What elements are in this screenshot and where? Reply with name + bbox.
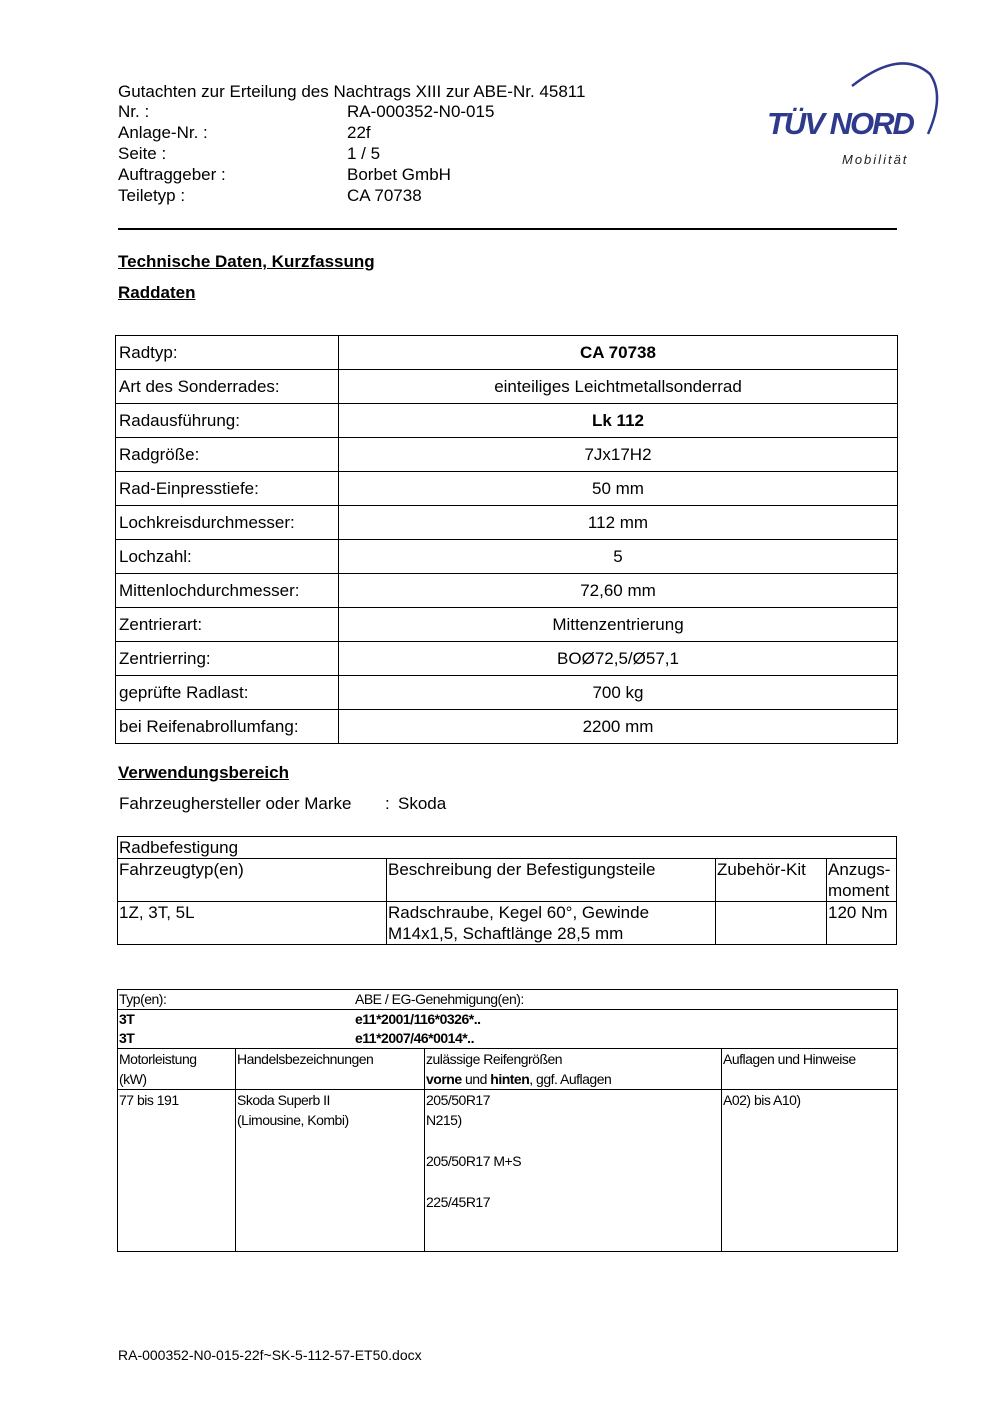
field-label-seite: Seite : (118, 144, 167, 163)
field-label-auftraggeber: Auftraggeber : (118, 165, 226, 184)
reifen-spacer-2 (426, 1171, 720, 1192)
raddaten-row (116, 540, 898, 574)
raddaten-row (116, 370, 898, 404)
raddaten-row (116, 676, 898, 710)
raddaten-label: geprüfte Radlast: (116, 676, 339, 710)
header-handelsbezeichnungen: Handelsbezeichnungen (236, 1049, 425, 1090)
field-value-teiletyp: CA 70738 (347, 186, 422, 205)
section-verwendungsbereich: Verwendungsbereich (118, 763, 289, 782)
header-reifengroessen (425, 1049, 722, 1090)
typ-row-2 (119, 1029, 896, 1048)
row-beschreibung (387, 902, 716, 945)
reifen-size-1: 205/50R17 (426, 1092, 491, 1108)
field-label-nr: Nr. : (118, 102, 150, 121)
header-anzugsmoment-1: Anzugs- (828, 860, 891, 879)
header-anzugsmoment (827, 859, 897, 902)
raddaten-row (116, 336, 898, 370)
radbefestigung-title: Radbefestigung (118, 837, 897, 859)
reifen-spacer-1 (426, 1130, 720, 1151)
raddaten-label: Zentrierart: (116, 608, 339, 642)
section-technische-daten: Technische Daten, Kurzfassung (118, 252, 375, 271)
raddaten-value: 72,60 mm (339, 574, 898, 608)
header-anzugsmoment-2: moment (828, 881, 890, 900)
verwendung-separator: : (385, 794, 390, 813)
typ-label-row (118, 990, 898, 1010)
raddaten-label: Art des Sonderrades: (116, 370, 339, 404)
header-reifen-vorne: vorne (426, 1071, 462, 1087)
field-value-seite: 1 / 5 (347, 144, 381, 163)
raddaten-value: 50 mm (339, 472, 898, 506)
data-handelsbezeichnungen (236, 1090, 425, 1252)
header-reifen-und: und (461, 1071, 491, 1087)
raddaten-value: CA 70738 (339, 336, 898, 370)
abe-value-2: e11*2007/46*0014*.. (355, 1030, 474, 1046)
raddaten-label: Radausführung: (116, 404, 339, 438)
header-reifen-1: zulässige Reifengrößen (426, 1051, 563, 1067)
header-motorleistung-1: Motorleistung (119, 1051, 197, 1067)
label-abe: ABE / EG-Genehmigung(en): (355, 991, 524, 1007)
raddaten-value: Mittenzentrierung (339, 608, 898, 642)
footer-filename: RA-000352-N0-015-22f~SK-5-112-57-ET50.docx (118, 1347, 422, 1363)
raddaten-value: einteiliges Leichtmetallsonderrad (339, 370, 898, 404)
data-handel-2: (Limousine, Kombi) (237, 1112, 349, 1128)
raddaten-row (116, 710, 898, 744)
verwendung-label: Fahrzeughersteller oder Marke (119, 794, 352, 813)
header-fahrzeugtyp: Fahrzeugtyp(en) (118, 859, 387, 902)
header-motorleistung (118, 1049, 236, 1090)
raddaten-label: Rad-Einpresstiefe: (116, 472, 339, 506)
header-beschreibung: Beschreibung der Befestigungsteile (387, 859, 716, 902)
data-reifengroessen (425, 1090, 722, 1252)
data-motorleistung: 77 bis 191 (118, 1090, 236, 1252)
header-motorleistung-2: (kW) (119, 1071, 147, 1087)
field-label-anlage: Anlage-Nr. : (118, 123, 208, 142)
reifen-size-3: 225/45R17 (426, 1194, 491, 1210)
logo-subtitle: Mobilität (842, 152, 909, 167)
raddaten-label: Zentrierring: (116, 642, 339, 676)
tuev-nord-logo (760, 56, 945, 176)
logo-wordmark: TÜV NORD (767, 106, 913, 141)
raddaten-row (116, 506, 898, 540)
typ-values-row (118, 1010, 898, 1049)
raddaten-row (116, 404, 898, 438)
raddaten-table (115, 335, 898, 744)
raddaten-row (116, 438, 898, 472)
row-beschreibung-2: M14x1,5, Schaftlänge 28,5 mm (388, 924, 624, 943)
data-handel-1: Skoda Superb II (237, 1092, 330, 1108)
field-value-anlage: 22f (347, 123, 371, 142)
row-beschreibung-1: Radschraube, Kegel 60°, Gewinde (388, 903, 650, 922)
document-title: Gutachten zur Erteilung des Nachtrags XIII zur ABE-Nr. 45811 (118, 82, 586, 101)
reifen-size-2: 205/50R17 M+S (426, 1153, 522, 1169)
verwendung-value: Skoda (398, 794, 447, 813)
raddaten-value: 7Jx17H2 (339, 438, 898, 472)
header-divider (118, 228, 897, 230)
section-raddaten: Raddaten (118, 283, 196, 302)
raddaten-label: Radgröße: (116, 438, 339, 472)
raddaten-label: Lochzahl: (116, 540, 339, 574)
header-reifen-hinten: hinten (490, 1071, 530, 1087)
header-zubehoer-kit: Zubehör-Kit (716, 859, 827, 902)
data-auflagen: A02) bis A10) (722, 1090, 898, 1252)
raddaten-row (116, 574, 898, 608)
label-typen: Typ(en): (119, 991, 167, 1007)
typ-row-1 (119, 1010, 896, 1029)
raddaten-value: 2200 mm (339, 710, 898, 744)
raddaten-label: Radtyp: (116, 336, 339, 370)
header-reifen-2 (426, 1069, 720, 1089)
raddaten-row (116, 472, 898, 506)
row-fahrzeugtyp: 1Z, 3T, 5L (118, 902, 387, 945)
raddaten-value: BOØ72,5/Ø57,1 (339, 642, 898, 676)
field-value-nr: RA-000352-N0-015 (347, 102, 495, 121)
raddaten-row (116, 608, 898, 642)
header-reifen-rest: , ggf. Auflagen (529, 1071, 612, 1087)
raddaten-label: Mittenlochdurchmesser: (116, 574, 339, 608)
typ-value-2: 3T (119, 1030, 135, 1046)
typ-value-1: 3T (119, 1011, 135, 1027)
raddaten-label: Lochkreisdurchmesser: (116, 506, 339, 540)
row-anzugsmoment: 120 Nm (827, 902, 897, 945)
typgenehmigung-table (117, 989, 898, 1252)
raddaten-row (116, 642, 898, 676)
field-label-teiletyp: Teiletyp : (118, 186, 186, 205)
header-auflagen: Auflagen und Hinweise (722, 1049, 898, 1090)
reifen-size-1-note: N215) (426, 1112, 462, 1128)
raddaten-value: 700 kg (339, 676, 898, 710)
abe-value-1: e11*2001/116*0326*.. (355, 1011, 481, 1027)
raddaten-value: 112 mm (339, 506, 898, 540)
row-zubehoer-kit (716, 902, 827, 945)
raddaten-label: bei Reifenabrollumfang: (116, 710, 339, 744)
field-value-auftraggeber: Borbet GmbH (347, 165, 451, 184)
radbefestigung-table (117, 836, 897, 945)
raddaten-value: 5 (339, 540, 898, 574)
raddaten-value: Lk 112 (339, 404, 898, 438)
